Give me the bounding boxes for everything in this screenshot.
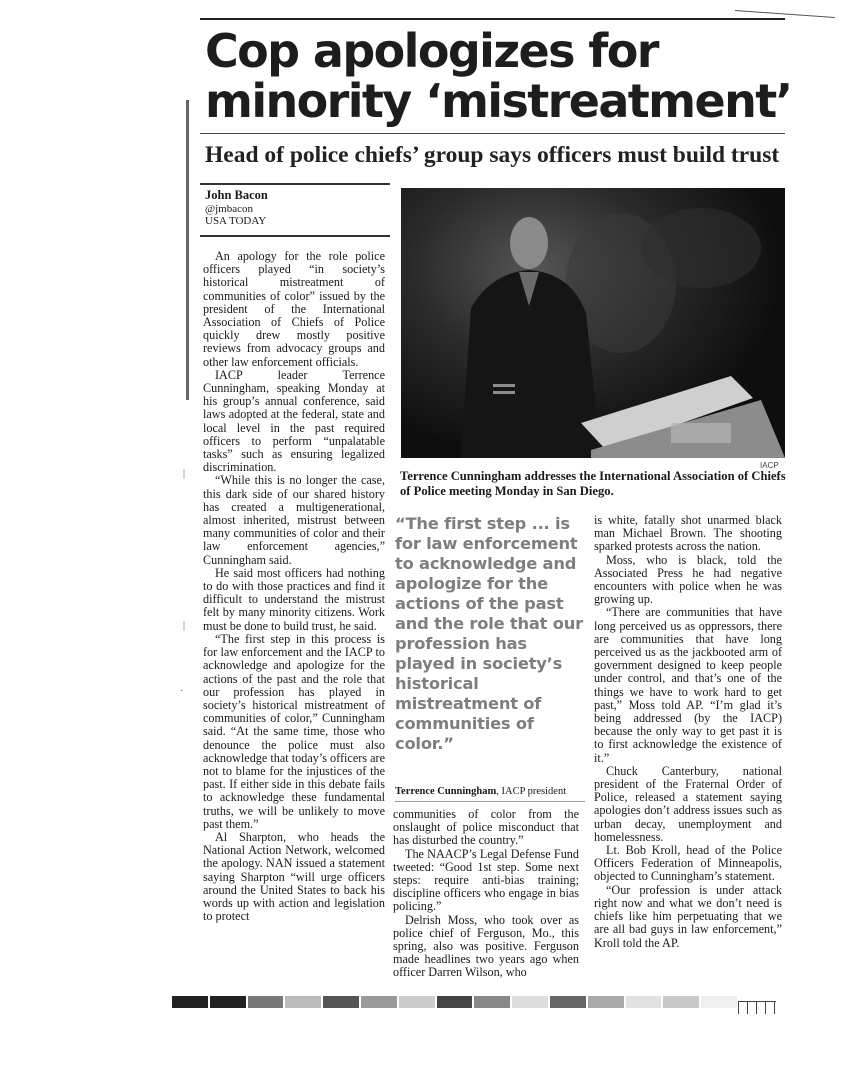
article-column-right <box>594 514 782 950</box>
paragraph: IACP leader Terrence Cunningham, speaking Monday at his group’s annual conference, said laws adopted at the federal, state and local level in the past required officers to perform “unpalatable tasks” such as ensuring legalized discrimination. <box>203 367 385 475</box>
byline-handle: @jmbacon <box>205 203 254 215</box>
headline-line-1: Cop apologizes for <box>205 24 658 78</box>
paragraph: Al Sharpton, who heads the National Action Network, welcomed the apology. NAN issued a statement saying Sharpton “will urge officers around the United States to back his words up with action and legislation to protect <box>203 829 385 924</box>
margin-mark: | <box>183 468 186 479</box>
byline-rule-top <box>200 183 390 185</box>
headline-line-2: minority ‘mistreatment’ <box>205 74 792 128</box>
photo-caption: Terrence Cunningham addresses the International Association of Chiefs of Police meeting Monday in San Diego. <box>400 469 786 498</box>
margin-mark: · <box>180 686 184 697</box>
byline-author: John Bacon <box>205 188 268 202</box>
registration-ticks <box>738 1001 776 1014</box>
pull-quote-rule <box>395 801 585 802</box>
paragraph: “While this is no longer the case, this dark side of our shared history has created a multigenerational, almost inherited, mistrust between many communities of color and their law enforcement agencies,” Cunningham said. <box>203 473 385 567</box>
byline-outlet: USA TODAY <box>205 215 267 227</box>
pull-quote-name: Terrence Cunningham <box>395 786 497 797</box>
pull-quote-title: , IACP president <box>496 786 567 797</box>
paragraph: He said most officers had nothing to do with those practices and find it difficult to understand the mistrust felt by many minority citizens. Work must be done to build trust, he said. <box>203 565 385 633</box>
paragraph: “Our profession is under attack right now and what we don’t need is chiefs like him perpetuating that we are all bad guys in law enforcement,” Kroll told the AP. <box>594 882 782 950</box>
article-column-middle <box>393 808 579 980</box>
speaker-at-podium-illustration <box>401 188 785 458</box>
deck-subheadline: Head of police chiefs’ group says officers must build trust <box>205 142 780 168</box>
article-column-left <box>203 250 385 923</box>
registration-bar <box>172 996 737 1008</box>
paragraph: Moss, who is black, told the Associated Press he had negative encounters with police when he was growing up. <box>594 552 782 607</box>
paragraph: “There are communities that have long perceived us as oppressors, there are communities that have long perceived us as the jackbooted arm of government designed to keep people under control, and that’s one of the things we have to work hard to get past,” Moss told AP. “I’m glad it’s being addressed (by the IACP) because the only way to get past it is to first acknowledge the existence of it.” <box>594 605 782 765</box>
headline <box>205 26 805 126</box>
headline-rule <box>200 133 785 134</box>
margin-mark: | <box>183 620 186 631</box>
byline-rule-bottom <box>200 235 390 237</box>
scan-mark <box>735 10 835 18</box>
top-rule <box>200 18 785 20</box>
paragraph: An apology for the role police officers played “in society’s historical mistreatment of communities of color” issued by the president of the International Association of Chiefs of Police quickly drew mostly positive reviews from advocacy groups and other law enforcement officials. <box>203 249 385 369</box>
paragraph: is white, fatally shot unarmed black man Michael Brown. The shooting sparked protests across the nation. <box>594 513 782 554</box>
byline <box>205 188 390 227</box>
paragraph: Lt. Bob Kroll, head of the Police Officers Federation of Minneapolis, objected to Cunningham’s statement. <box>594 843 782 884</box>
paragraph: Chuck Canterbury, national president of the Fraternal Order of Police, released a statement saying apologies don’t address issues such as urban decay, unemployment and homelessness. <box>594 763 782 844</box>
pull-quote: “The first step ... is for law enforcement to acknowledge and apologize for the actions of the past and the role that our profession has played in society’s historical mistreatment of communities of color.” <box>395 514 583 753</box>
photo-credit: IACP <box>760 461 779 470</box>
paragraph: The NAACP’s Legal Defense Fund tweeted: “Good 1st step. Some next steps: require anti-bias training; discipline officers who engage in bias policing.” <box>393 846 579 914</box>
paragraph: “The first step in this process is for law enforcement and the IACP to acknowledge and apologize for the actions of the past and the role that our profession has played in society’s historical mistreatment of communities of color,” Cunningham said. “At the same time, those who denounce the police must also acknowledge that today’s officers are not to blame for the injustices of the past. If either side in this debate fails to acknowledge these fundamental truths, we will be unlikely to move past them.” <box>203 631 385 831</box>
paragraph: Delrish Moss, who took over as police chief of Ferguson, Mo., this spring, also was positive. Ferguson made headlines two years ago when officer Darren Wilson, who <box>393 912 579 980</box>
scan-edge <box>186 100 189 400</box>
pull-quote-attribution <box>395 786 590 798</box>
article-photo <box>401 188 785 458</box>
paragraph: communities of color from the onslaught of police misconduct that has disturbed the country.” <box>393 807 579 848</box>
